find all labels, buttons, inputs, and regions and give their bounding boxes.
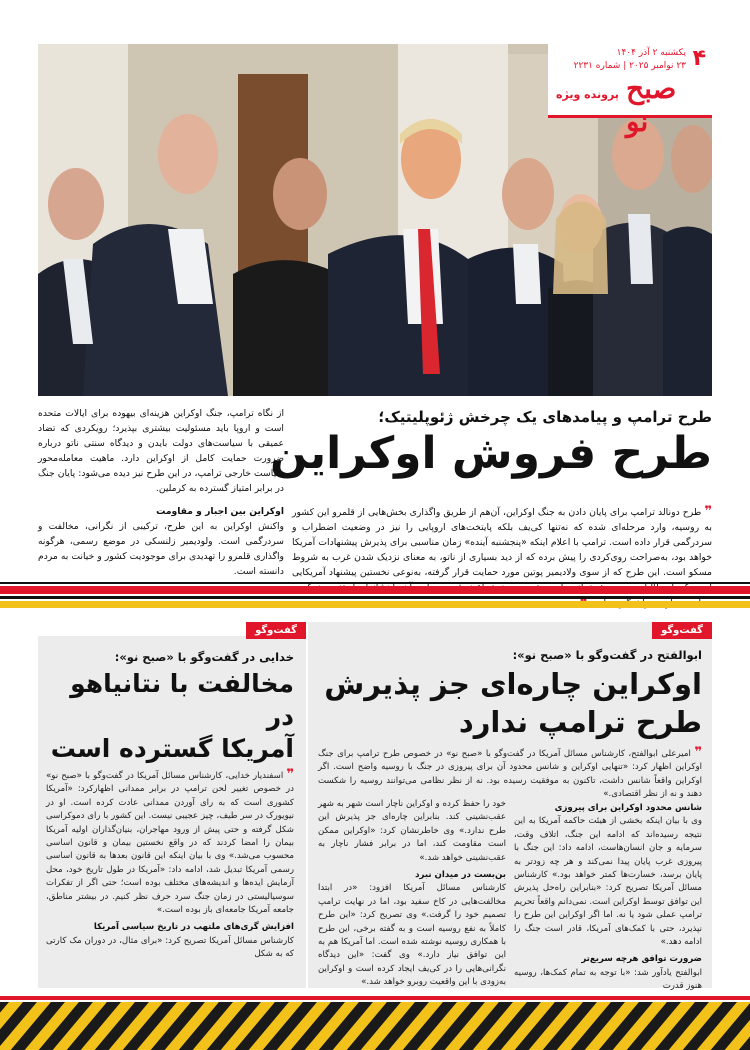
divider-yellow-band bbox=[0, 601, 750, 608]
masthead bbox=[548, 44, 712, 138]
hazard-stripe-band bbox=[0, 996, 750, 1050]
divider-red-band bbox=[0, 586, 750, 594]
special-section-label: پرونده ویژه bbox=[556, 88, 619, 101]
column-b-subhead-1: بن‌بست در میدان نبرد bbox=[415, 870, 506, 881]
interview-panel-right bbox=[308, 622, 712, 992]
headline-line-1: مخالفت با نتانیاهو در bbox=[70, 669, 294, 731]
interview-headline bbox=[42, 668, 294, 766]
side-subhead: اوکراین بین اجبار و مقاومت bbox=[156, 506, 284, 517]
side-text: واکنش اوکراین به این طرح، ترکیبی از نگرانی، مخالفت و سردرگمی است. ولودیمیر زلنسکی در موضع رسمی، هرگونه واگذاری قلمرو را تهدیدی برای موجودیت کشور و خیانت به مردم دانسته است. bbox=[38, 521, 284, 577]
interview-lead-text: اسفندیار خدایی، کارشناس مسائل آمریکا در گفت‌وگو با «صبح نو» در خصوص تغییر لحن ترامپ در برابر ممدانی اظهارکرد: «آمریکا کشوری است که به رای آوردن ممدانی عادت کرده است. او در نیویورک در سر طیف، چیز عجیبی نیست. این کشور با رای دموکراسی شکل گرفته و حتی پیش از ورود مهاجران، بنیان‌گذاران اولیه آمریکا بیمان را امضا کردند که در واقع نخستین بیمان و قانون اساسی محسوب می‌شد.» وی با بیان اینکه این قانون بعدها به قانون اساسی رسمی آمریکا تبدیل شد، ادامه داد: «آمریکا در طول تاریخ خود، محل آزمایش ایده‌ها و اندیشه‌های مختلف بوده است؛ حتی اگر از تفکرات سوسیالیستی در زمان جنگ سرد حرف نظر کنیم. در بیشتر مناطق، جامعه آمریکا جامعه‌ای باز بوده است.» bbox=[46, 771, 294, 916]
interview-kicker: خدایی در گفت‌وگو با «صبح نو»: bbox=[114, 650, 294, 664]
column-b-text-2: کارشناس مسائل آمریکا افزود: «در ابتدا مخالفت‌هایی در کاخ سفید بود، اما در نهایت ترامپ تصمیم خود را گرفت.» وی تصریح کرد: «این طرح کاملاً به نفع روسیه است و به گفته برخی، این طرح با همکاری روسیه نوشته شده است. اما آمریکا هم به این توافق نیاز دارد.» وی گفت: «این دیدگاه نگرانی‌هایی را در کی‌یف ایجاد کرده است و اوکراین به‌زودی با این واقعیت روبرو خواهد شد.» bbox=[318, 883, 506, 988]
interview-subhead: افزایش گری‌های ملتهب در تاریخ سیاسی آمریکا bbox=[93, 922, 294, 933]
interview-kicker: ابوالفتح در گفت‌وگو با «صبح نو»: bbox=[512, 648, 702, 662]
lead-headline: طرح فروش اوکراین bbox=[270, 428, 712, 479]
open-quote-icon: ❞ bbox=[694, 745, 702, 760]
newspaper-logo bbox=[626, 72, 706, 138]
column-a-subhead-2: ضرورت توافق هرچه سریع‌تر bbox=[581, 954, 702, 965]
interview-column-a bbox=[514, 798, 702, 994]
interview-lead-text: امیرعلی ابوالفتح، کارشناس مسائل آمریکا در گفت‌وگو با «صبح نو» در خصوص طرح ترامپ برای جنگ اوکراین اظهار کرد: «تنهایی اوکراین و شانس محدود آن برای پیروزی در جنگ با روسیه واضح است. اگر اوکراین واقعاً شانس داشت، تاکنون به موفقیت رسیده بود. نه از نظر نظامی می‌توانند روسیه را شکست دهند و نه از نظر اقتصادی.» bbox=[318, 749, 702, 800]
column-b-text-1: خود را حفظ کرده و اوکراین ناچار است شهر به شهر عقب‌نشینی کند. بنابراین چاره‌ای جز پذیرش این طرح ندارد.» وی خاطرنشان کرد: «اوکراین ممکن است مقاومت کند، اما در برابر فشار ناچار به عقب‌نشینی خواهد شد.» bbox=[318, 799, 506, 863]
headline-line-2: طرح ترامپ ندارد bbox=[458, 704, 702, 739]
open-quote-icon: ❞ bbox=[704, 504, 712, 519]
section-tag: گفت‌وگو bbox=[652, 622, 712, 639]
lead-paragraph bbox=[292, 504, 712, 611]
headline-line-2: آمریکا گسترده است bbox=[50, 734, 294, 763]
interview-column-b bbox=[318, 798, 506, 990]
divider-line bbox=[0, 582, 750, 584]
column-a-text-2: ابوالفتح یادآور شد: «با توجه به تمام کمک‌ها، روسیه هنوز قدرت bbox=[514, 967, 702, 992]
column-a-text-1: وی با بیان اینکه بخشی از هیئت حاکمه آمریکا به این نتیجه رسیده‌اند که ادامه این جنگ، اتلاف وقت، سرمایه و جان انسان‌هاست، ادامه داد: این جنگ با پیروزی غرب پایان پیدا نمی‌کند و هر چه زودتر به پایان برسد، خسارت‌ها کمتر خواهد بود.» کارشناس مسائل آمریکا تصریح کرد: «بنابراین راه‌حل پذیرش این توافق توسط اوکراین است. نمی‌دانم واقعاً تحریم ترامپ عملی شود یا نه. اما اگر اوکراین این طرح را نپذیرد، حتی با کمک‌های آمریکا، قادر است جنگ را ادامه دهد.» bbox=[514, 816, 702, 948]
lead-text: طرح دونالد ترامپ برای پایان دادن به جنگ اوکراین، آن‌هم از طریق واگذاری بخش‌هایی از قلمرو این کشور به روسیه، وارد مرحله‌ای شده که نه‌تنها کی‌یف بلکه پایتخت‌های اروپایی را نیز در وضعیت اضطراب و سردرگمی قرار داده است. ترامپ با اعلام اینکه «پنجشنبه آینده» زمان مناسبی برای پذیرش پیشنهادات آمریکا خواهد بود، به‌صراحت روی‌کردی را پیش برده که از دید بسیاری از ناتو، به معنای نزدیک شدن غرب به شروط مسکو است. این طرح که از سوی ولادیمیر پوتین مورد حمایت قرار گرفته، به‌نوعی نخستین پیشنهاد آمریکایی bbox=[292, 507, 712, 578]
side-intro: از نگاه ترامپ، جنگ اوکراین هزینه‌ای بیهوده برای ایالات متحده است و اروپا باید مسئولیت بیشتری بپذیرد؛ رویکردی که تضاد عمیقی با سیاست‌های دولت بایدن و دیدگاه سنتی ناتو درباره ضرورت حمایت کامل از اوکراین دارد. ماهیت معامله‌محور سیاست خارجی ترامپ، در این طرح نیز دیده می‌شود: پایان جنگ در برابر امتیاز گسترده به کرملین. bbox=[38, 408, 284, 494]
column-a-subhead-1: شانس محدود اوکراین برای پیروزی bbox=[554, 803, 702, 813]
interview-headline bbox=[312, 666, 702, 741]
side-column bbox=[38, 406, 284, 579]
headline-line-1: اوکراین چاره‌ای جز پذیرش bbox=[324, 667, 702, 701]
logo-text: صبح نو bbox=[626, 72, 677, 138]
interview-text: کارشناس مسائل آمریکا تصریح کرد: «برای مثال، در دوران مک کارتی که به شکل bbox=[46, 935, 294, 960]
divider-line bbox=[0, 596, 750, 599]
open-quote-icon: ❞ bbox=[286, 767, 294, 782]
issue-date: یکشنبه ۲ آذر ۱۴۰۴ bbox=[616, 48, 686, 58]
interview-panel-left bbox=[38, 625, 306, 988]
section-tag: گفت‌وگو bbox=[246, 622, 306, 639]
interview-body bbox=[46, 768, 294, 962]
interview-lead bbox=[318, 746, 702, 802]
page-number: ۴ bbox=[692, 46, 706, 71]
lead-kicker: طرح ترامپ و پیامدهای یک چرخش ژئوپلیتیک؛ bbox=[378, 408, 712, 426]
issue-number: ۲۳ نوامبر ۲۰۲۵ | شماره ۲۲۳۱ bbox=[573, 61, 686, 71]
